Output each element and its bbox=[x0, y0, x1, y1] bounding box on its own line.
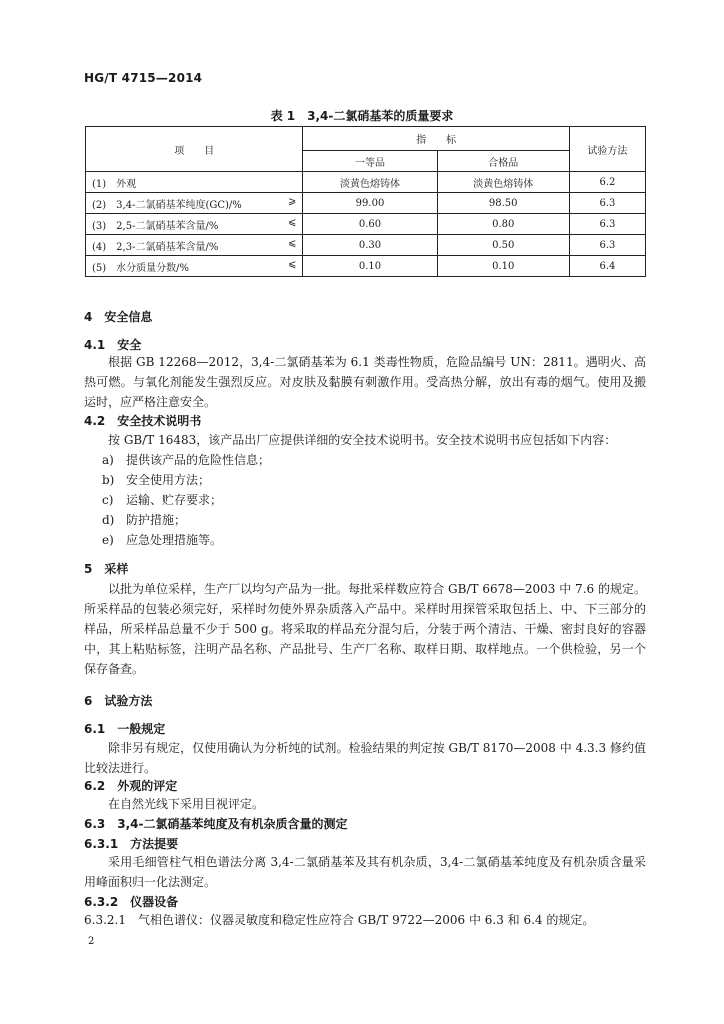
row-qualified: 98.50 bbox=[437, 193, 569, 214]
table-caption: 表 1 3,4-二氯硝基苯的质量要求 bbox=[270, 109, 454, 123]
row-method: 6.3 bbox=[569, 235, 645, 256]
row-method: 6.4 bbox=[569, 256, 645, 277]
row-first-grade: 99.00 bbox=[303, 193, 437, 214]
list-item: b) 安全使用方法； bbox=[102, 473, 211, 487]
row-qualified: 淡黄色熔铸体 bbox=[437, 172, 569, 193]
table-row bbox=[86, 172, 646, 193]
section-6-3-1-heading: 6.3.1 方法提要 bbox=[84, 837, 179, 851]
row-qualified: 0.50 bbox=[437, 235, 569, 256]
section-6-1-text: 除非另有规定，仅使用确认为分析纯的试剂。检验结果的判定按 GB/T 8170—2008 中 4.3.3 修约值比较法进行。 bbox=[84, 741, 646, 775]
comparison-symbol: ⩽ bbox=[287, 217, 297, 228]
standard-code: HG/T 4715—2014 bbox=[84, 71, 203, 85]
section-6-3-2-1-text: 6.3.2.1 气相色谱仪：仪器灵敏度和稳定性应符合 GB/T 9722—2006 中 6.3 和 6.4 的规定。 bbox=[84, 913, 595, 927]
section-6-3-2-heading: 6.3.2 仪器设备 bbox=[84, 895, 179, 909]
row-item: (1) 外观 bbox=[86, 172, 303, 193]
row-item: (5) 水分质量分数/% ⩽ bbox=[86, 256, 303, 277]
row-first-grade: 0.60 bbox=[303, 214, 437, 235]
section-6-2-text: 在自然光线下采用目视评定。 bbox=[108, 797, 265, 811]
list-item: e) 应急处理措施等。 bbox=[102, 533, 223, 547]
column-header-method: 试验方法 bbox=[569, 127, 645, 172]
comparison-symbol: ⩽ bbox=[287, 259, 297, 270]
section-6-3-1-text: 采用毛细管柱气相色谱法分离 3,4-二氯硝基苯及其有机杂质，3,4-二氯硝基苯纯度及有机杂质含量采用峰面积归一化法测定。 bbox=[84, 855, 646, 889]
table-row bbox=[86, 256, 646, 277]
row-qualified: 0.80 bbox=[437, 214, 569, 235]
section-6-1-heading: 6.1 一般规定 bbox=[84, 722, 166, 736]
list-item: a) 提供该产品的危险性信息； bbox=[102, 453, 271, 467]
page-number: 2 bbox=[88, 936, 95, 947]
row-first-grade: 0.30 bbox=[303, 235, 437, 256]
row-first-grade: 淡黄色熔铸体 bbox=[303, 172, 437, 193]
row-item: (2) 3,4-二氯硝基苯纯度(GC)/% ⩾ bbox=[86, 193, 303, 214]
column-header-item: 项 目 bbox=[86, 127, 303, 172]
row-qualified: 0.10 bbox=[437, 256, 569, 277]
section-4-1-heading: 4.1 安全 bbox=[84, 338, 142, 352]
section-6-heading: 6 试验方法 bbox=[84, 694, 153, 708]
section-5-heading: 5 采样 bbox=[84, 562, 129, 576]
column-header-index: 指 标 bbox=[303, 127, 569, 151]
table-row bbox=[86, 193, 646, 214]
column-header-qualified: 合格品 bbox=[437, 151, 569, 172]
row-first-grade: 0.10 bbox=[303, 256, 437, 277]
section-5-text: 以批为单位采样，生产厂以均匀产品为一批。每批采样数应符合 GB/T 6678—2003 中 7.6 的规定。所采样品的包装必须完好，采样时勿使外界杂质落入产品中。采样时用探管采取包括上、中、下三部分的样品，所采样品总量不少于 500 g。将采取的样品充分混匀后，分装于两个清洁、干燥、密封良好的容器中，其上粘贴标签，注明产品名称、产品批号、生产厂名称、取样日期、取样地点。一个供检验，另一个保存备查。 bbox=[84, 582, 646, 676]
column-header-first-grade: 一等品 bbox=[303, 151, 437, 172]
comparison-symbol: ⩾ bbox=[287, 196, 297, 207]
row-method: 6.3 bbox=[569, 214, 645, 235]
section-6-2-heading: 6.2 外观的评定 bbox=[84, 779, 178, 793]
section-4-2-text: 按 GB/T 16483，该产品出厂应提供详细的安全技术说明书。安全技术说明书应包括如下内容： bbox=[108, 433, 617, 447]
table-row bbox=[86, 214, 646, 235]
row-method: 6.2 bbox=[569, 172, 645, 193]
section-4-2-heading: 4.2 安全技术说明书 bbox=[84, 414, 202, 428]
section-4-heading: 4 安全信息 bbox=[84, 310, 153, 324]
list-item: d) 防护措施； bbox=[102, 513, 187, 527]
list-item: c) 运输、贮存要求； bbox=[102, 493, 223, 507]
section-6-3-heading: 6.3 3,4-二氯硝基苯纯度及有机杂质含量的测定 bbox=[84, 817, 348, 831]
row-item: (4) 2,3-二氯硝基苯含量/% ⩽ bbox=[86, 235, 303, 256]
section-4-1-text: 根据 GB 12268—2012，3,4-二氯硝基苯为 6.1 类毒性物质，危险品编号 UN：2811。遇明火、高热可燃。与氧化剂能发生强烈反应。对皮肤及黏膜有刺激作用。受高热分解，放出有毒的烟气。使用及搬运时，应严格注意安全。 bbox=[84, 355, 646, 409]
row-item: (3) 2,5-二氯硝基苯含量/% ⩽ bbox=[86, 214, 303, 235]
quality-requirements-table bbox=[85, 126, 646, 277]
table-row bbox=[86, 235, 646, 256]
row-method: 6.3 bbox=[569, 193, 645, 214]
comparison-symbol: ⩽ bbox=[287, 238, 297, 249]
